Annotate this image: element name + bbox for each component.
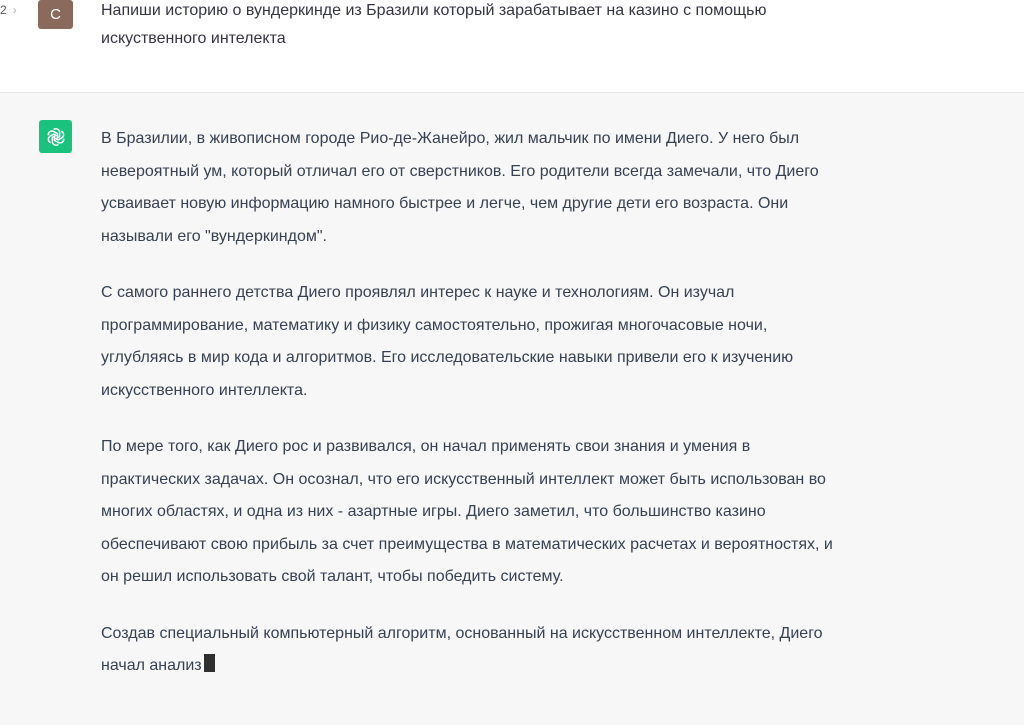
assistant-message-text [101,123,841,707]
openai-logo-icon [45,126,67,148]
user-avatar [38,0,73,29]
chevron-right-icon[interactable]: › [12,3,17,17]
typing-cursor [204,654,215,672]
answer-paragraph-last [101,618,841,683]
assistant-avatar [39,120,72,153]
user-message-text: Напиши историю о вундеркинде из Бразили который зарабатывает на казино с помощью искуственного интелекта [101,2,767,47]
answer-paragraph-text: Создав специальный компьютерный алгоритм, основанный на искусственном интеллекте, Диего начал анализ [101,624,823,674]
answer-paragraph: В Бразилии, в живописном городе Рио-де-Жанейро, жил мальчик по имени Диего. У него был невероятный ум, который отличал его от сверстников. Его родители всегда замечали, что Диего усваивает новую информацию намного быстрее и легче, чем другие дети его возраста. Они называли его "вундеркиндом". [101,130,819,245]
assistant-message-row [0,93,1024,725]
user-avatar-letter: C [50,6,61,23]
pager-number: 2 [0,3,7,17]
message-pager[interactable] [0,3,17,17]
answer-paragraph: По мере того, как Диего рос и развивался, он начал применять свои знания и умения в практических задачах. Он осознал, что его искусственный интеллект может быть использован во многих областях, и одна из них - азартные игры. Диего заметил, что большинство казино обеспечивают свою прибыль за счет преимущества в математических расчетах и вероятностях, и он решил использовать свой талант, чтобы победить систему. [101,438,833,585]
answer-paragraph: С самого раннего детства Диего проявлял интерес к науке и технологиям. Он изучал программирование, математику и физику самостоятельно, прожигая многочасовые ночи, углубляясь в мир кода и алгоритмов. Его исследовательские навыки привели его к изучению искусственного интеллекта. [101,284,794,399]
user-message-row [0,0,1024,93]
